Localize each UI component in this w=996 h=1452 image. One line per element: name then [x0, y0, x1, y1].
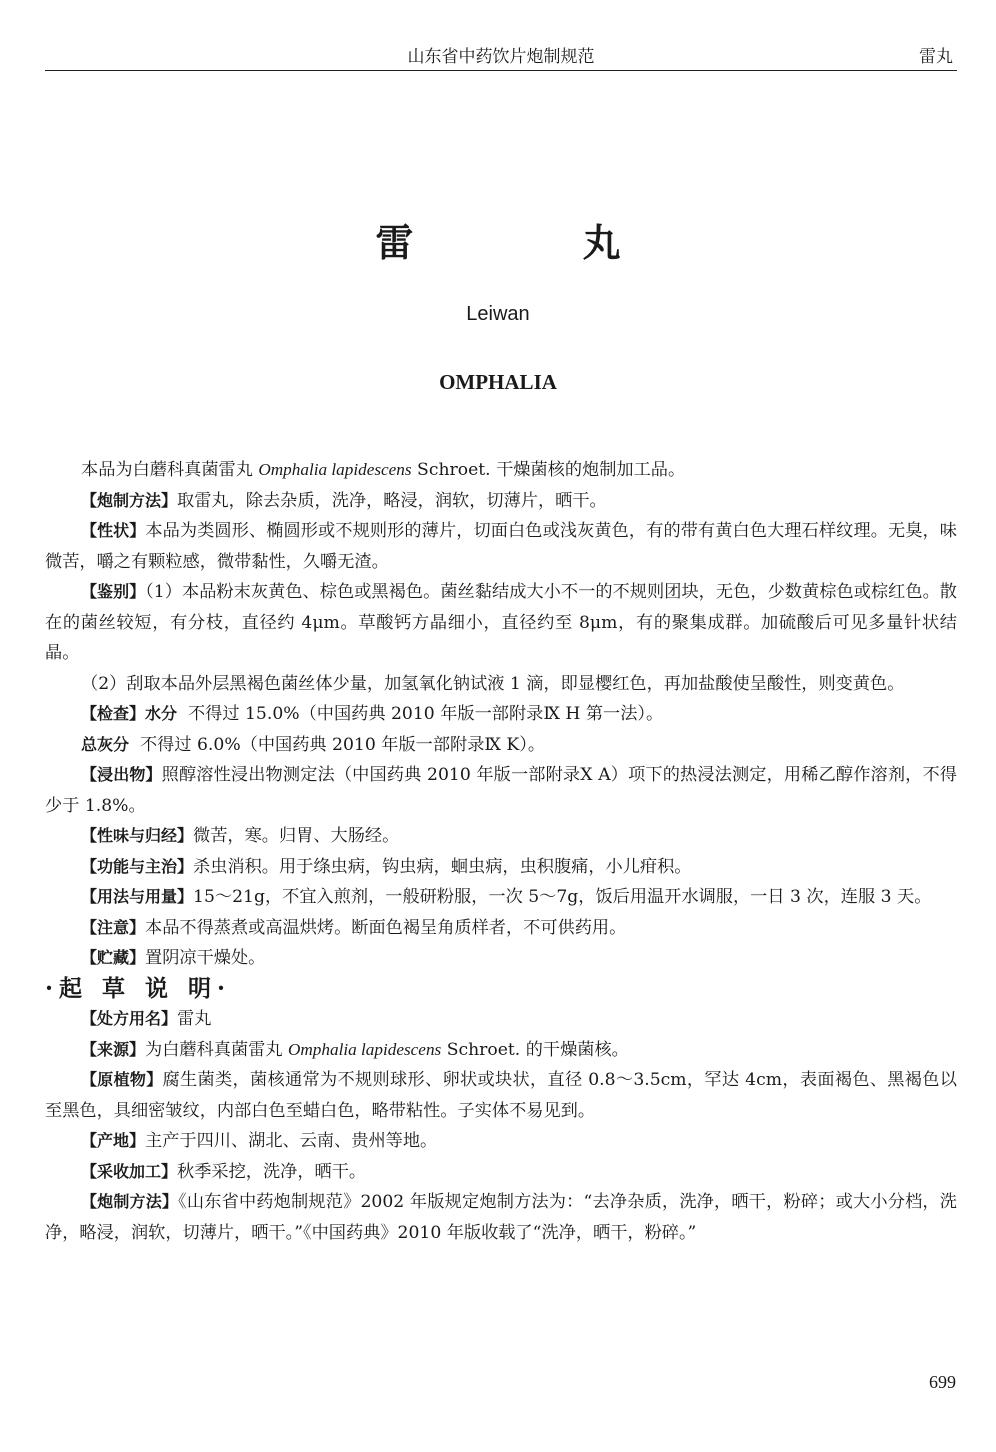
- origin-paragraph: 【产地】主产于四川、湖北、云南、贵州等地。: [81, 1131, 438, 1151]
- section-label: 【炮制方法】: [81, 490, 178, 510]
- entry-name: 雷丸: [919, 47, 953, 67]
- examination-paragraph: 【检查】水分 不得过 15.0%（中国药典 2010 年版一部附录Ⅸ H 第一法）。: [81, 704, 664, 724]
- dosage-paragraph: 【用法与用量】15～21g，不宜入煎剂，一般研粉服，一次 5～7g，饭后用温开水调服，一日 3 次，连服 3 天。: [81, 887, 932, 907]
- nature-paragraph: 【性味与归经】微苦，寒。归胃、大肠经。: [81, 826, 400, 846]
- identification-paragraph-2: （2）刮取本品外层黑褐色菌丝体少量，加氢氧化钠试液 1 滴，即显樱红色，再加盐酸使呈酸性，则变黄色。: [81, 673, 905, 694]
- moisture-label: 水分: [145, 704, 178, 723]
- section-label: 【产地】: [81, 1131, 146, 1150]
- identification-paragraph-1: 【鉴别】（1）本品粉末灰黄色、棕色或黑褐色。菌丝黏结成大小不一的不规则团块，无色，少数黄棕色或棕红色。散在的菌丝较短，有分枝，直径约 4μm。草酸钙方晶细小，直径约至 8μm，有的聚集成群。加硫酸后可见多量针状结晶。: [45, 582, 957, 663]
- processing-paragraph: 【炮制方法】取雷丸，除去杂质，洗净，略浸，润软，切薄片，晒干。: [81, 490, 607, 511]
- section-label: 【贮藏】: [81, 948, 146, 967]
- entry-title-pinyin: Leiwan: [466, 303, 530, 325]
- running-header: [45, 36, 957, 71]
- harvest-paragraph: 【采收加工】秋季采挖，洗净，晒干。: [81, 1161, 367, 1182]
- entry-title-chinese: 雷 丸: [375, 220, 699, 265]
- section-label: 【性状】: [81, 521, 146, 540]
- character-paragraph: 【性状】本品为类圆形、椭圆形或不规则形的薄片，切面白色或浅灰黄色，有的带有黄白色大理石样纹理。无臭，味微苦，嚼之有颗粒感，微带黏性，久嚼无渣。: [45, 521, 957, 572]
- caution-paragraph: 【注意】本品不得蒸煮或高温烘烤。断面色褐呈角质样者，不可供药用。: [81, 917, 627, 938]
- section-label: 【处方用名】: [81, 1009, 178, 1028]
- section-label: 【原植物】: [81, 1070, 163, 1089]
- extract-paragraph: 【浸出物】照醇溶性浸出物测定法（中国药典 2010 年版一部附录Ⅹ A）项下的热浸法测定，用稀乙醇作溶剂，不得少于 1.8%。: [45, 765, 957, 816]
- source-paragraph: 【来源】为白蘑科真菌雷丸 Omphalia lapidescens Schroet. 的干燥菌核。: [81, 1039, 629, 1060]
- section-label: 【注意】: [81, 917, 146, 937]
- latin-name: Omphalia lapidescens: [287, 1039, 442, 1059]
- section-label: 【炮制方法】: [81, 1192, 179, 1211]
- section-label: 【功能与主治】: [81, 856, 194, 876]
- storage-paragraph: 【贮藏】置阴凉干燥处。: [81, 948, 266, 968]
- processing-notes-paragraph: 【炮制方法】《山东省中药炮制规范》2002 年版规定炮制方法为：“去净杂质，洗净，晒干，粉碎；或大小分档，洗净，略浸，润软，切薄片，晒干。”《中国药典》2010 年版收载了“洗净，晒干，粉碎。”: [45, 1192, 957, 1243]
- page-number: 699: [929, 1372, 956, 1392]
- section-label: 【浸出物】: [81, 765, 162, 784]
- entry-title-latin: OMPHALIA: [439, 370, 557, 394]
- section-label: 【鉴别】: [81, 582, 146, 601]
- section-label: 【用法与用量】: [81, 887, 194, 906]
- plant-paragraph: 【原植物】腐生菌类，菌核通常为不规则球形、卵状或块状，直径 0.8～3.5cm，罕达 4cm，表面褐色、黑褐色以至黑色，具细密皱纹，内部白色至蜡白色，略带粘性。子实体不易见到。: [45, 1070, 957, 1121]
- latin-name: Omphalia lapidescens: [258, 460, 412, 479]
- intro-paragraph: 本品为白蘑科真菌雷丸 Omphalia lapidescens Schroet. 干燥菌核的炮制加工品。: [81, 460, 686, 480]
- section-label: 【性味与归经】: [81, 826, 194, 845]
- monograph-body: [45, 455, 957, 1248]
- total-ash-paragraph: 总灰分 不得过 6.0%（中国药典 2010 年版一部附录Ⅸ K）。: [81, 734, 546, 755]
- book-title: 山东省中药饮片炮制规范: [407, 47, 595, 67]
- total-ash-label: 总灰分: [81, 734, 130, 754]
- section-label: 【采收加工】: [81, 1161, 178, 1181]
- section-label: 【检查】: [81, 704, 146, 723]
- drafting-notes-title: ·起 草 说 明·: [45, 974, 232, 1002]
- function-paragraph: 【功能与主治】杀虫消积。用于绦虫病，钩虫病，蛔虫病，虫积腹痛，小儿疳积。: [81, 856, 692, 877]
- section-label: 【来源】: [81, 1039, 146, 1059]
- prescription-paragraph: 【处方用名】雷丸: [81, 1009, 212, 1029]
